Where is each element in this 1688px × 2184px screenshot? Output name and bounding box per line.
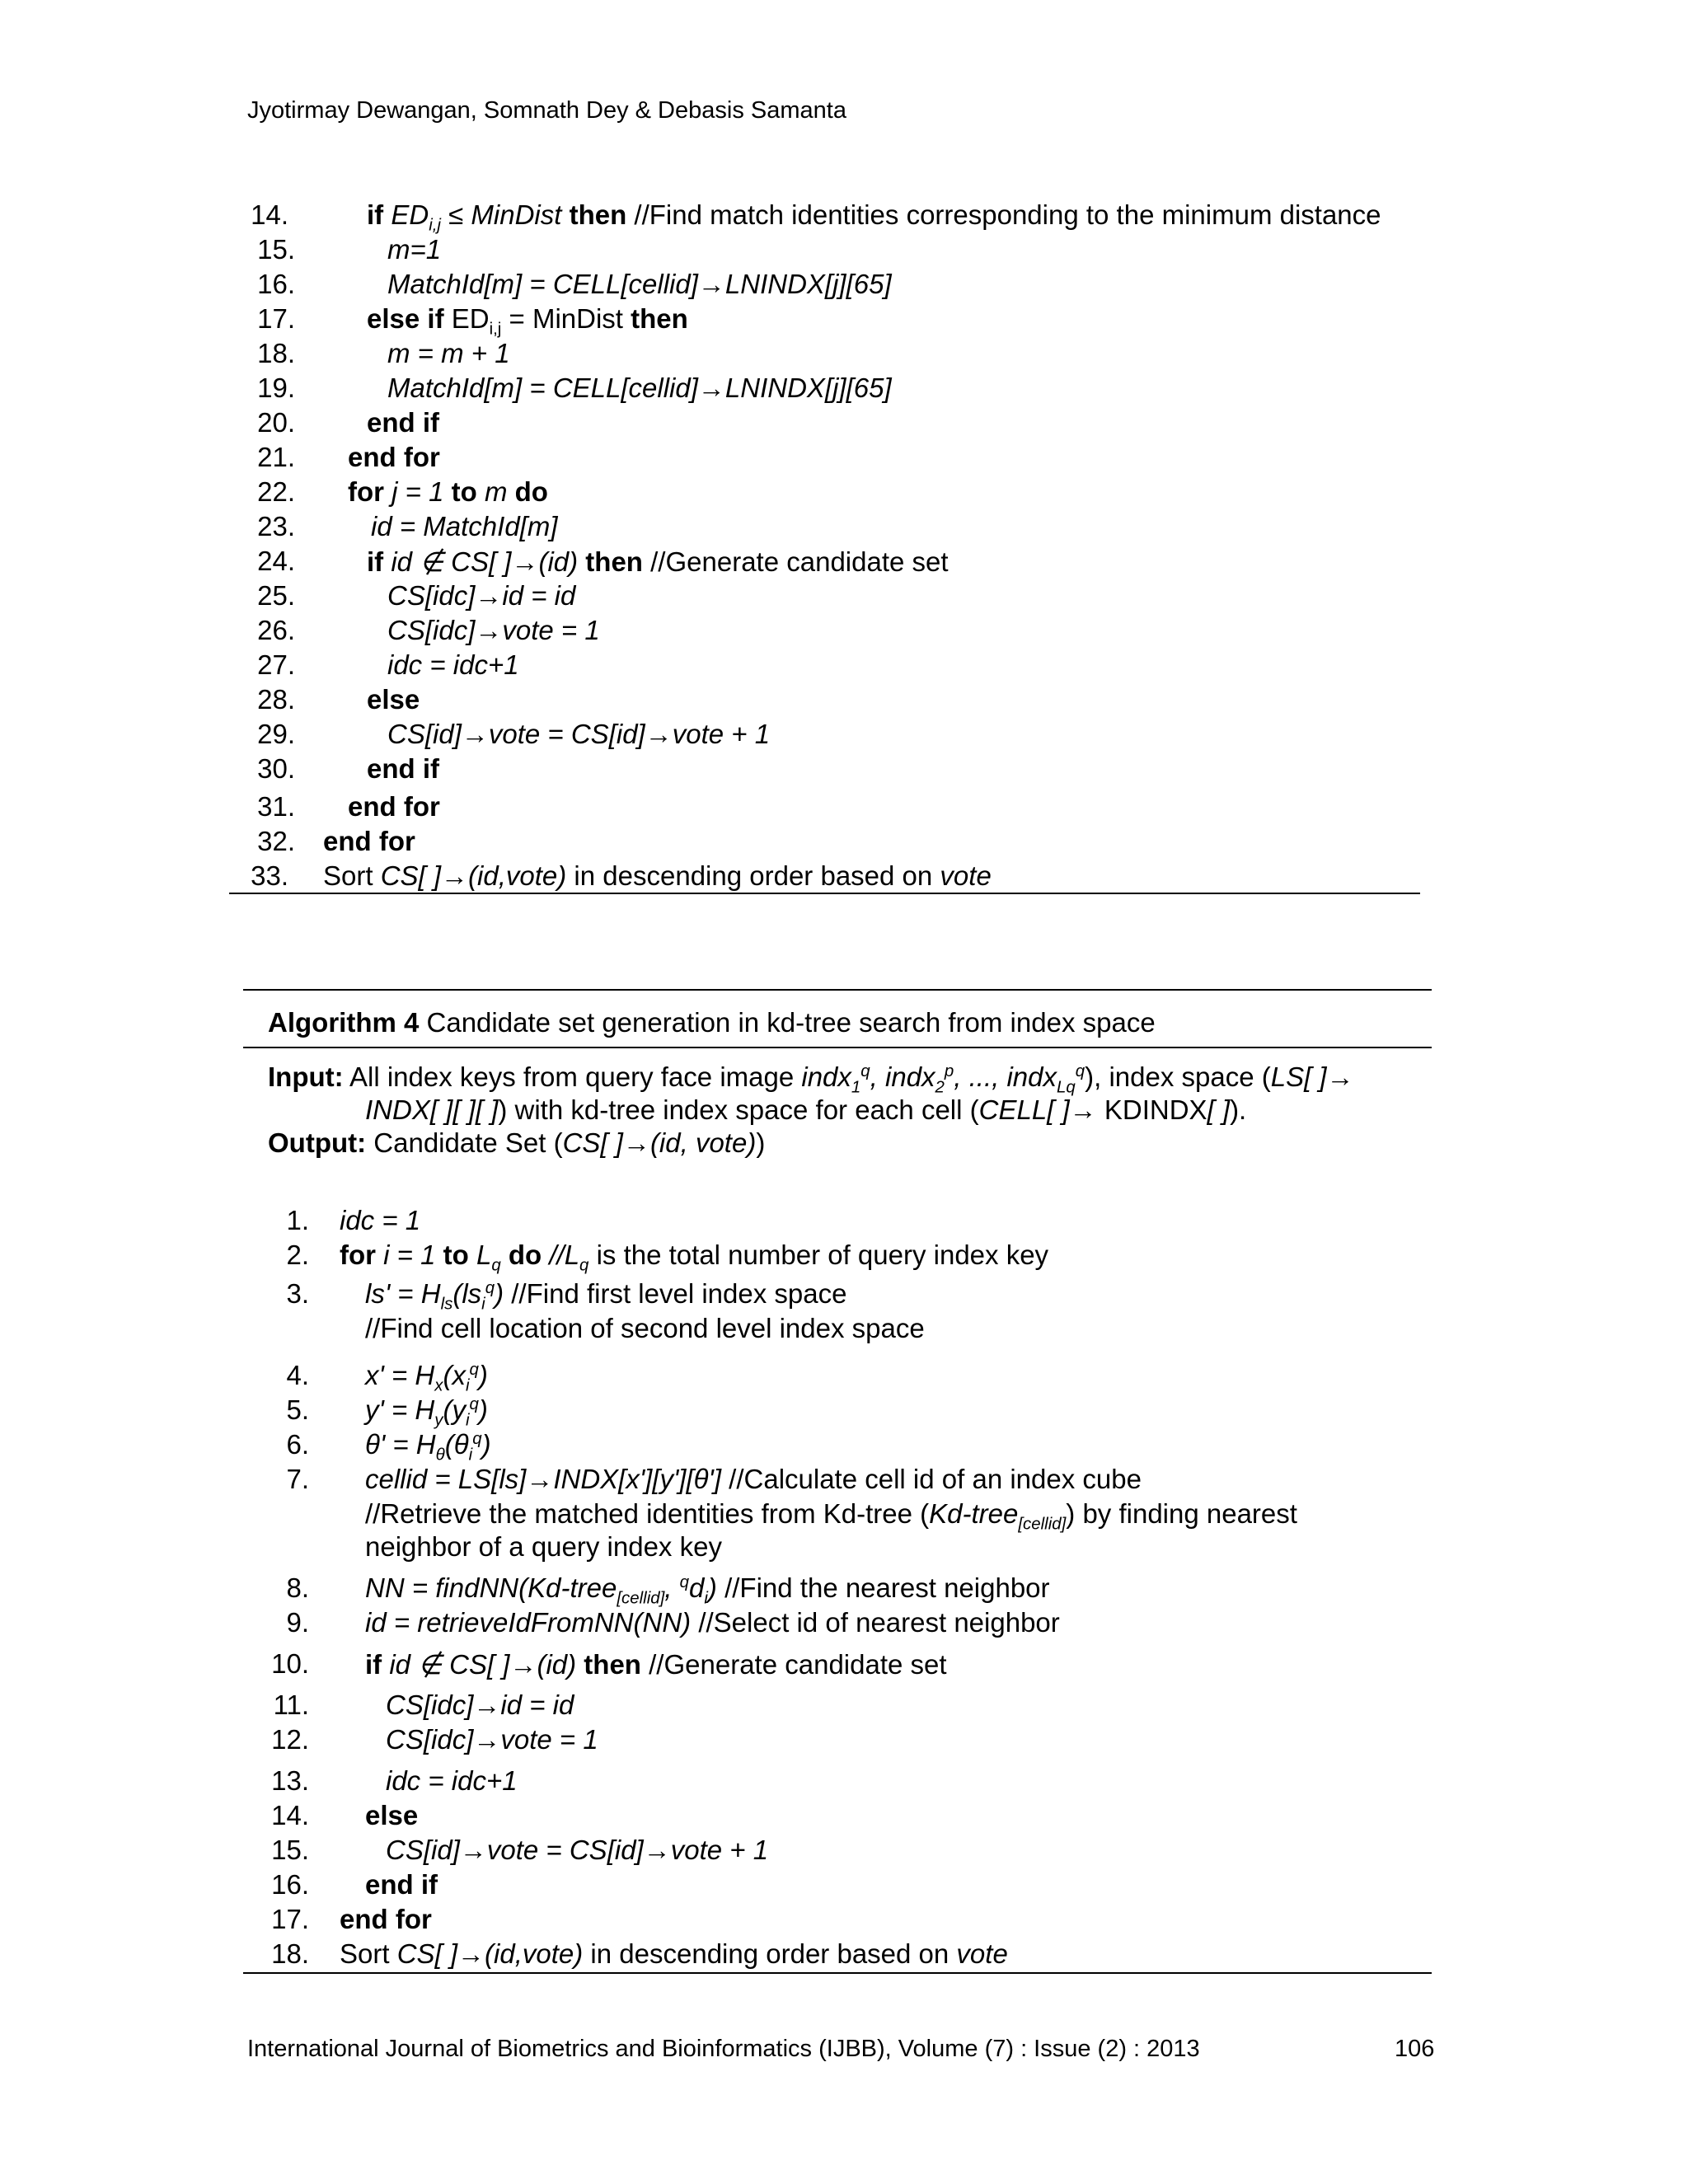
line-number: 12. [271, 1724, 309, 1755]
algorithm-comment: //Retrieve the matched identities from Kd-tree (Kd-tree$_{[cellid]}$) by finding nearest [365, 1498, 1297, 1534]
line-number: 26. [257, 615, 295, 645]
algorithm-line: $\theta' = H_\theta(\theta_i^q)$ [365, 1429, 491, 1465]
line-number: 2. [286, 1240, 309, 1270]
algorithm-line: CS[id]→vote = CS[id]→vote + 1 [386, 1835, 769, 1865]
line-number: 24. [257, 546, 295, 576]
algorithm-comment: neighbor of a query index key [365, 1531, 722, 1562]
algorithm-line: if $ED_{i,j}$ ≤ MinDist then //Find match identities corresponding to the minimum distance [367, 199, 1381, 235]
line-number: 19. [257, 373, 295, 403]
algorithm-output: Output: Candidate Set (CS[ ]→(id, vote)) [268, 1127, 766, 1158]
algorithm-line: idc = idc+1 [386, 1765, 518, 1796]
line-number: 3. [286, 1278, 309, 1309]
algorithm-bottom-rule [243, 1972, 1432, 1974]
algorithm-line: else if $ED_{i,j}$ = MinDist then [367, 303, 688, 339]
algorithm-line: idc = 1 [340, 1205, 421, 1235]
algorithm-line: cellid = LS[ls]→INDX[x'][y'][θ'] //Calculate cell id of an index cube [365, 1464, 1142, 1494]
line-number: 11. [273, 1690, 309, 1720]
line-number: 14. [271, 1800, 309, 1830]
algorithm-line: else [367, 684, 420, 715]
line-number: 22. [257, 476, 295, 507]
line-number: 4. [286, 1360, 309, 1390]
algorithm-line: CS[idc]→vote = 1 [386, 1724, 598, 1755]
line-number: 5. [286, 1394, 309, 1425]
line-number: 32. [257, 826, 295, 856]
line-number: 8. [286, 1572, 309, 1603]
algorithm-line: idc = idc+1 [387, 649, 519, 680]
line-number: 15. [271, 1835, 309, 1865]
line-number: 15. [257, 234, 295, 265]
line-number: 10. [271, 1648, 309, 1679]
line-number: 16. [271, 1869, 309, 1900]
algorithm-line: NN = findNN(Kd-tree$_{[cellid]}$, $^qd_i$) //Find the nearest neighbor [365, 1572, 1050, 1608]
line-number: 25. [257, 580, 295, 611]
page-number: 106 [1395, 2036, 1435, 2062]
line-number: 14. [251, 199, 288, 230]
algorithm-line: CS[idc]→id = id [386, 1690, 574, 1720]
algorithm-line: end if [365, 1869, 438, 1900]
algorithm-line: for i = 1 to $L_q$ do $//L_q$ is the total number of query index key [340, 1240, 1049, 1275]
algorithm-line: end for [348, 791, 440, 822]
algorithm-comment: //Find cell location of second level index space [365, 1313, 925, 1343]
algorithm-line: if id ∉ CS[ ]→(id) then //Generate candidate set [365, 1649, 947, 1680]
algorithm-line: $y' = H_y(y_i^q)$ [365, 1394, 488, 1430]
algorithm-line: Sort CS[ ]→(id,vote) in descending order based on vote [340, 1938, 1008, 1969]
line-number: 13. [271, 1765, 309, 1796]
algorithm-line: end for [340, 1904, 432, 1934]
line-number: 28. [257, 684, 295, 715]
algorithm-line: id = retrieveIdFromNN(NN) //Select id of nearest neighbor [365, 1607, 1060, 1638]
algorithm-line: end for [323, 826, 415, 856]
algorithm-line: m = m + 1 [387, 338, 510, 368]
line-number: 20. [257, 407, 295, 438]
algorithm-line: $x' = H_x(x_i^q)$ [365, 1360, 488, 1395]
algorithm-line: CS[idc]→id = id [387, 580, 576, 611]
line-number: 16. [257, 269, 295, 299]
line-number: 27. [257, 649, 295, 680]
line-number: 29. [257, 719, 295, 749]
algorithm-line: end if [367, 407, 439, 438]
line-number: 7. [286, 1464, 309, 1494]
algorithm-input-line1: Input: All index keys from query face image indx$_1^q$, indx$_2^p$, ..., indx$_{Lq}^q$), index space (LS[ ]→ [268, 1062, 1354, 1097]
line-number: 33. [251, 860, 288, 891]
algorithm-line: for j = 1 to m do [348, 476, 548, 507]
line-number: 31. [257, 791, 295, 822]
algorithm-line: CS[idc]→vote = 1 [387, 615, 600, 645]
line-number: 1. [286, 1205, 309, 1235]
algorithm-line: if id ∉ CS[ ]→(id) then //Generate candidate set [367, 546, 949, 577]
algorithm-line: end for [348, 442, 440, 472]
line-number: 17. [257, 303, 295, 334]
line-number: 23. [257, 511, 295, 541]
algorithm-top-rule [243, 989, 1432, 991]
line-number: 18. [271, 1938, 309, 1969]
line-number: 30. [257, 753, 295, 784]
line-number: 21. [257, 442, 295, 472]
algorithm-bottom-rule [229, 893, 1420, 894]
algorithm-line: MatchId[m] = CELL[cellid]→LNINDX[j][65] [387, 373, 892, 403]
algorithm-line: MatchId[m] = CELL[cellid]→LNINDX[j][65] [387, 269, 892, 299]
line-number: 9. [286, 1607, 309, 1638]
running-header: Jyotirmay Dewangan, Somnath Dey & Debasis Samanta [247, 97, 846, 124]
algorithm-line: else [365, 1800, 419, 1830]
algorithm-line: $ls' = H_{ls}(ls_i^q)$ //Find first level index space [365, 1278, 847, 1314]
algorithm-line: end if [367, 753, 439, 784]
algorithm-line: m=1 [387, 234, 442, 265]
line-number: 6. [286, 1429, 309, 1460]
line-number: 18. [257, 338, 295, 368]
journal-footer: International Journal of Biometrics and Bioinformatics (IJBB), Volume (7) : Issue (2) : 2013 [247, 2036, 1200, 2062]
algorithm-line: id = MatchId[m] [371, 511, 558, 541]
algorithm-line: CS[id]→vote = CS[id]→vote + 1 [387, 719, 771, 749]
line-number: 17. [271, 1904, 309, 1934]
algorithm-line: Sort CS[ ]→(id,vote) in descending order based on vote [323, 860, 992, 891]
algorithm-title: Algorithm 4 Candidate set generation in kd-tree search from index space [268, 1007, 1156, 1038]
algorithm-input-line2: INDX[ ][ ][ ]) with kd-tree index space for each cell (CELL[ ]→ KDINDX[ ]). [365, 1094, 1247, 1125]
algorithm-title-rule [243, 1047, 1432, 1048]
